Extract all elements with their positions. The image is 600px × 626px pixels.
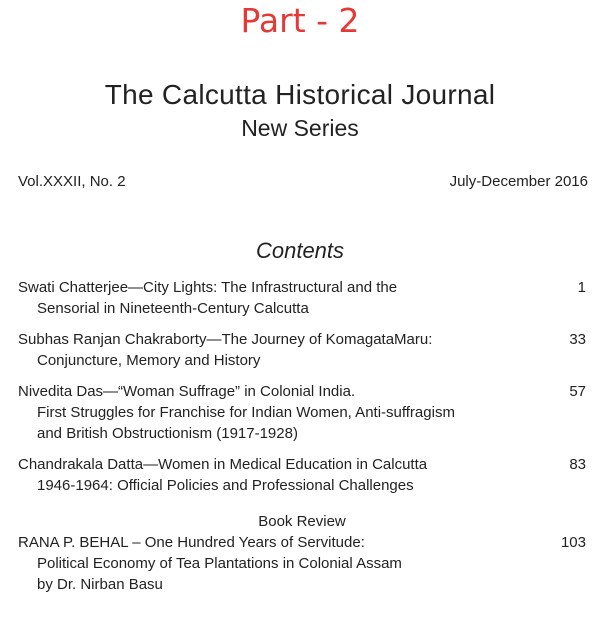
toc-entry-title-line: First Struggles for Franchise for Indian Women, Anti-suffragism [37, 404, 455, 421]
book-review-title-line: Political Economy of Tea Plantations in Colonial Assam [37, 555, 402, 572]
toc-entry-page-number: 57 [569, 383, 586, 400]
toc-entry-title-line: and British Obstructionism (1917-1928) [37, 425, 298, 442]
toc-entry-title-line: Subhas Ranjan Chakraborty—The Journey of KomagataMaru: [18, 331, 433, 348]
contents-heading: Contents [255, 238, 345, 263]
issue-date: July-December 2016 [449, 173, 588, 190]
toc-entry-title-line: Conjuncture, Memory and History [37, 352, 261, 369]
book-review-title-line: RANA P. BEHAL – One Hundred Years of Servitude: [18, 534, 365, 551]
toc-entry-title-line: 1946-1964: Official Policies and Professional Challenges [37, 477, 414, 494]
part-label: Part - 2 [240, 1, 360, 40]
toc-entry [18, 277, 586, 319]
toc-entry-page-number: 33 [569, 331, 586, 348]
toc-entry-page-number: 83 [569, 456, 586, 473]
toc-entry-title-line: Swati Chatterjee—City Lights: The Infrastructural and the [18, 279, 398, 296]
book-review-heading: Book Review [258, 513, 346, 530]
toc-entry [18, 329, 586, 371]
toc-entry-title-line: Nivedita Das—“Woman Suffrage” in Colonial India. [18, 383, 356, 400]
toc-entry [18, 454, 586, 496]
book-review-entry [18, 532, 586, 595]
table-of-contents [18, 277, 586, 605]
volume-number: Vol.XXXII, No. 2 [18, 173, 126, 190]
toc-entry-page-number: 1 [577, 279, 586, 296]
toc-entry [18, 381, 586, 444]
toc-entry-title-line: Chandrakala Datta—Women in Medical Education in Calcutta [18, 456, 428, 473]
journal-title: The Calcutta Historical Journal [104, 79, 496, 110]
journal-subtitle: New Series [241, 115, 359, 141]
book-review-title-line: by Dr. Nirban Basu [37, 576, 163, 593]
toc-entry-title-line: Sensorial in Nineteenth-Century Calcutta [37, 300, 309, 317]
book-review-page-number: 103 [560, 534, 586, 551]
